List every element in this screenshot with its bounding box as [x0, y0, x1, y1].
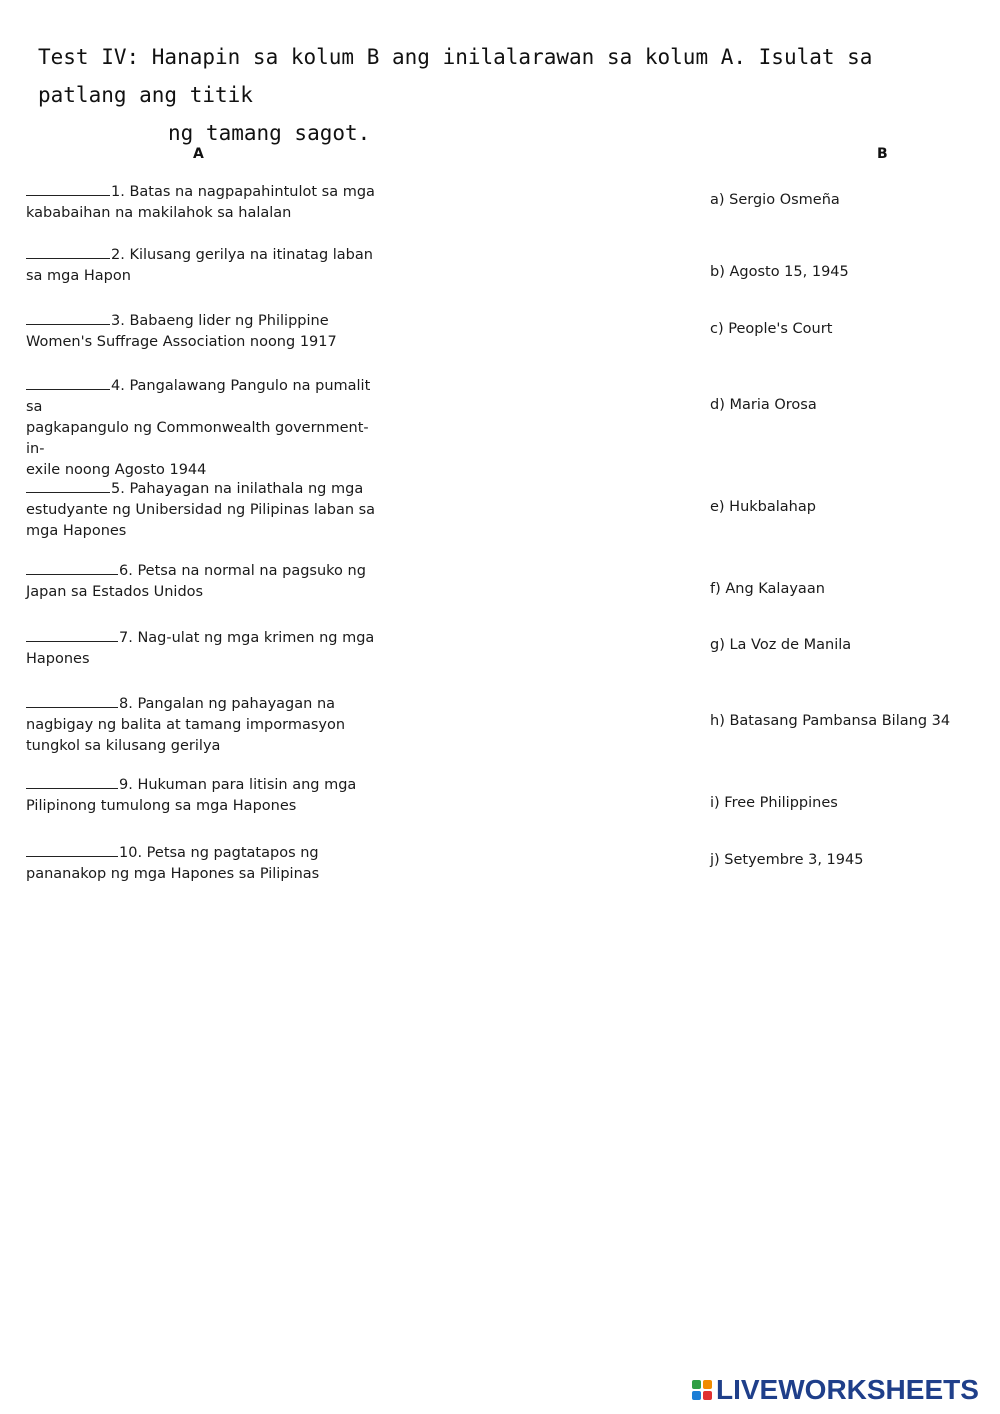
question-10 — [26, 841, 386, 885]
logo-grid-icon — [692, 1380, 712, 1400]
question-text-line: tungkol sa kilusang gerilya — [26, 738, 221, 754]
answer-blank[interactable] — [26, 692, 118, 708]
choice-j: j) Setyembre 3, 1945 — [710, 852, 864, 868]
answer-blank[interactable] — [26, 309, 110, 325]
logo-square-icon — [692, 1391, 701, 1400]
question-text-line: Hapones — [26, 651, 90, 667]
question-text-line: Petsa ng pagtatapos ng — [146, 845, 319, 861]
choice-f: f) Ang Kalayaan — [710, 581, 825, 597]
column-b-header: B — [877, 146, 888, 162]
question-8 — [26, 692, 386, 757]
answer-blank[interactable] — [26, 374, 110, 390]
answer-blank[interactable] — [26, 559, 118, 575]
question-number: 3. — [111, 313, 125, 329]
question-number: 2. — [111, 247, 125, 263]
logo-square-icon — [703, 1391, 712, 1400]
question-text-line: Batas na nagpapahintulot sa mga — [129, 184, 375, 200]
logo-square-icon — [692, 1380, 701, 1389]
answer-blank[interactable] — [26, 841, 118, 857]
question-4 — [26, 374, 386, 481]
logo-text: LIVEWORKSHEETS — [716, 1374, 979, 1405]
instruction-line-2: ng tamang sagot. — [168, 121, 371, 145]
choice-e: e) Hukbalahap — [710, 499, 816, 515]
choice-h: h) Batasang Pambansa Bilang 34 — [710, 713, 951, 729]
answer-blank[interactable] — [26, 626, 118, 642]
question-number: 5. — [111, 481, 125, 497]
column-a-header: A — [193, 146, 204, 162]
question-number: 4. — [111, 378, 125, 394]
question-text-line: Japan sa Estados Unidos — [26, 584, 204, 600]
question-text-line: pagkapangulo ng Commonwealth government-in- — [26, 420, 369, 457]
question-number: 8. — [119, 696, 133, 712]
question-5 — [26, 477, 386, 542]
choice-i: i) Free Philippines — [710, 795, 838, 811]
question-text-line: mga Hapones — [26, 523, 127, 539]
question-text-line: Kilusang gerilya na itinatag laban — [129, 247, 373, 263]
choice-b: b) Agosto 15, 1945 — [710, 264, 849, 280]
question-6 — [26, 559, 386, 603]
question-number: 10. — [119, 845, 143, 861]
question-number: 9. — [119, 777, 133, 793]
question-text-line: nagbigay ng balita at tamang impormasyon — [26, 717, 346, 733]
choice-c: c) People's Court — [710, 321, 833, 337]
answer-blank[interactable] — [26, 180, 110, 196]
question-1 — [26, 180, 386, 224]
question-number: 6. — [119, 563, 133, 579]
question-text-line: Pahayagan na inilathala ng mga — [129, 481, 364, 497]
question-text-line: Petsa na normal na pagsuko ng — [137, 563, 366, 579]
question-text-line: Pangalan ng pahayagan na — [137, 696, 336, 712]
question-text-line: Pilipinong tumulong sa mga Hapones — [26, 798, 297, 814]
answer-blank[interactable] — [26, 477, 110, 493]
question-text-line: exile noong Agosto 1944 — [26, 462, 207, 478]
instruction — [38, 38, 968, 152]
answer-blank[interactable] — [26, 773, 118, 789]
question-3 — [26, 309, 386, 353]
liveworksheets-logo — [692, 1374, 979, 1406]
question-text-line: sa mga Hapon — [26, 268, 131, 284]
question-number: 1. — [111, 184, 125, 200]
question-7 — [26, 626, 386, 670]
question-9 — [26, 773, 386, 817]
question-text-line: Babaeng lider ng Philippine — [129, 313, 329, 329]
answer-blank[interactable] — [26, 243, 110, 259]
choice-g: g) La Voz de Manila — [710, 637, 852, 653]
question-text-line: kababaihan na makilahok sa halalan — [26, 205, 292, 221]
question-text-line: Women's Suffrage Association noong 1917 — [26, 334, 337, 350]
question-text-line: Hukuman para litisin ang mga — [137, 777, 357, 793]
question-text-line: Nag-ulat ng mga krimen ng mga — [137, 630, 375, 646]
question-text-line: Pangalawang Pangulo na pumalit sa — [26, 378, 371, 415]
question-number: 7. — [119, 630, 133, 646]
question-text-line: pananakop ng mga Hapones sa Pilipinas — [26, 866, 320, 882]
logo-square-icon — [703, 1380, 712, 1389]
instruction-line-1: Test IV: Hanapin sa kolum B ang inilalarawan sa kolum A. Isulat sa patlang ang titik — [38, 45, 873, 107]
question-2 — [26, 243, 386, 287]
choice-d: d) Maria Orosa — [710, 397, 817, 413]
choice-a: a) Sergio Osmeña — [710, 192, 840, 208]
question-text-line: estudyante ng Unibersidad ng Pilipinas laban sa — [26, 502, 376, 518]
